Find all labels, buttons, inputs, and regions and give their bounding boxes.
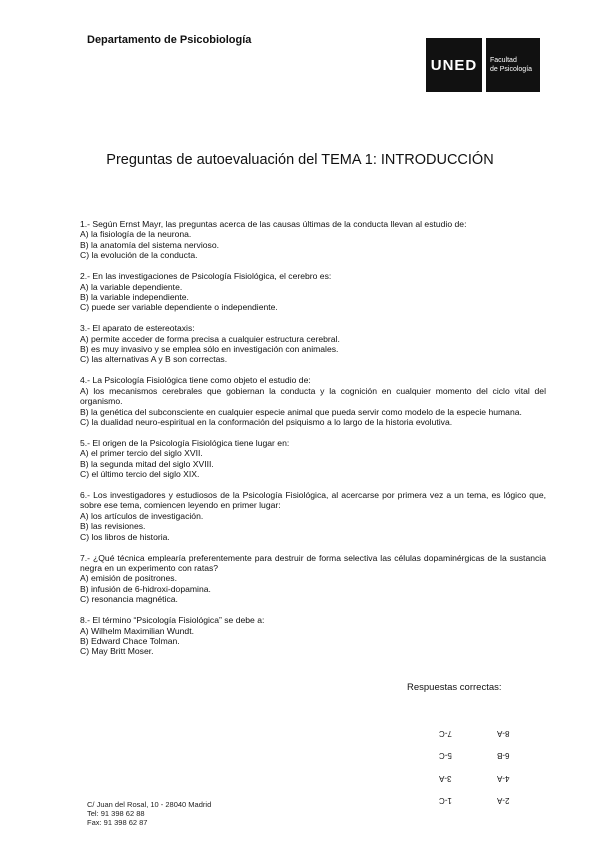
page-title: Preguntas de autoevaluación del TEMA 1: INTRODUCCIÓN [106, 152, 494, 168]
option-b: B) infusión de 6-hidroxi-dopamina. [80, 583, 211, 594]
question-8 [80, 615, 546, 657]
answer-item: 2-A [496, 796, 509, 806]
answer-item: 4-A [496, 773, 509, 783]
footer-fax: Fax: 91 398 62 87 [87, 818, 148, 828]
option-b: B) la anatomía del sistema nervioso. [80, 239, 219, 250]
department-name: Departamento de Psicobiología [87, 34, 252, 46]
answer-item: 3-A [439, 773, 452, 783]
answers-title: Respuestas correctas: [407, 682, 502, 693]
uned-logo [426, 38, 540, 92]
option-a: A) los artículos de investigación. [80, 510, 204, 521]
question-1 [80, 219, 546, 261]
questions-list [80, 219, 546, 667]
logo-main: UNED [426, 38, 482, 92]
question-stem: 2.- En las investigaciones de Psicología Fisiológica, el cerebro es: [80, 271, 332, 282]
question-7 [80, 553, 546, 605]
option-a: A) Wilhelm Maximilian Wundt. [80, 625, 194, 636]
option-a: A) emisión de positrones. [80, 573, 177, 584]
option-a: A) la fisiología de la neurona. [80, 229, 192, 240]
option-b: B) es muy invasivo y se emplea sólo en investigación con animales. [80, 344, 339, 355]
option-b: B) la segunda mitad del siglo XVIII. [80, 458, 214, 469]
option-b: B) Edward Chace Tolman. [80, 635, 180, 646]
question-stem: 7.- ¿Qué técnica emplearía preferentemente para destruir de forma selectiva las células dopaminérgicas de la sustancia negra en un experimento con ratas? [80, 552, 546, 573]
answers-row [439, 767, 509, 790]
option-b: B) la variable independiente. [80, 291, 189, 302]
answer-item: 1-C [439, 796, 452, 806]
answers-row [439, 722, 509, 745]
answers-row [439, 745, 509, 768]
question-stem: 6.- Los investigadores y estudiosos de la Psicología Fisiológica, al acercarse por primera vez a un tema, es lógico que, sobre ese tema, comiencen leyendo en primer lugar: [80, 490, 546, 511]
option-b: B) las revisiones. [80, 521, 146, 532]
footer-tel: Tel: 91 398 62 88 [87, 809, 145, 819]
question-stem: 4.- La Psicología Fisiológica tiene como objeto el estudio de: [80, 375, 311, 386]
option-c: C) la evolución de la conducta. [80, 250, 198, 261]
question-4 [80, 375, 546, 427]
footer-address: C/ Juan del Rosal, 10 - 28040 Madrid [87, 800, 212, 809]
logo-sub-line1: Facultad [490, 57, 517, 64]
option-c: C) puede ser variable dependiente o independiente. [80, 302, 278, 313]
option-c: C) las alternativas A y B son correctas. [80, 354, 228, 365]
option-b: B) la genética del subconsciente en cualquier especie animal que pueda servir como modelo de la especie humana. [80, 406, 522, 417]
question-stem: 8.- El término “Psicología Fisiológica” se debe a: [80, 615, 265, 626]
answer-item: 7-C [439, 728, 452, 738]
option-c: C) el último tercio del siglo XIX. [80, 469, 200, 480]
question-stem: 3.- El aparato de estereotaxis: [80, 323, 195, 334]
logo-sub-line2: de Psicología [490, 66, 533, 73]
answer-item: 8-A [496, 728, 509, 738]
answer-item: 6-B [496, 751, 509, 761]
option-a: A) los mecanismos cerebrales que gobiernan la conducta y la cognición en cualquier momento del ciclo vital del organismo. [80, 385, 546, 407]
question-3 [80, 323, 546, 365]
question-stem: 5.- El origen de la Psicología Fisiológica tiene lugar en: [80, 437, 290, 448]
option-c: C) May Britt Moser. [80, 646, 154, 657]
option-a: A) el primer tercio del siglo XVII. [80, 448, 203, 459]
answers-row [439, 790, 509, 813]
question-stem: 1.- Según Ernst Mayr, las preguntas acerca de las causas últimas de la conducta llevan al estudio de: [80, 219, 467, 229]
question-2 [80, 271, 546, 313]
question-6 [80, 490, 546, 542]
option-a: A) permite acceder de forma precisa a cualquier estructura cerebral. [80, 333, 340, 344]
option-a: A) la variable dependiente. [80, 281, 183, 292]
footer-contact [87, 800, 211, 828]
answer-item: 5-C [439, 751, 452, 761]
question-5 [80, 438, 546, 480]
answers-key [439, 722, 509, 812]
logo-sub [486, 38, 540, 92]
option-c: C) la dualidad neuro-espiritual en la conformación del psiquismo a lo largo de la historia evolutiva. [80, 417, 453, 427]
option-c: C) resonancia magnética. [80, 594, 178, 605]
option-c: C) los libros de historia. [80, 531, 170, 542]
